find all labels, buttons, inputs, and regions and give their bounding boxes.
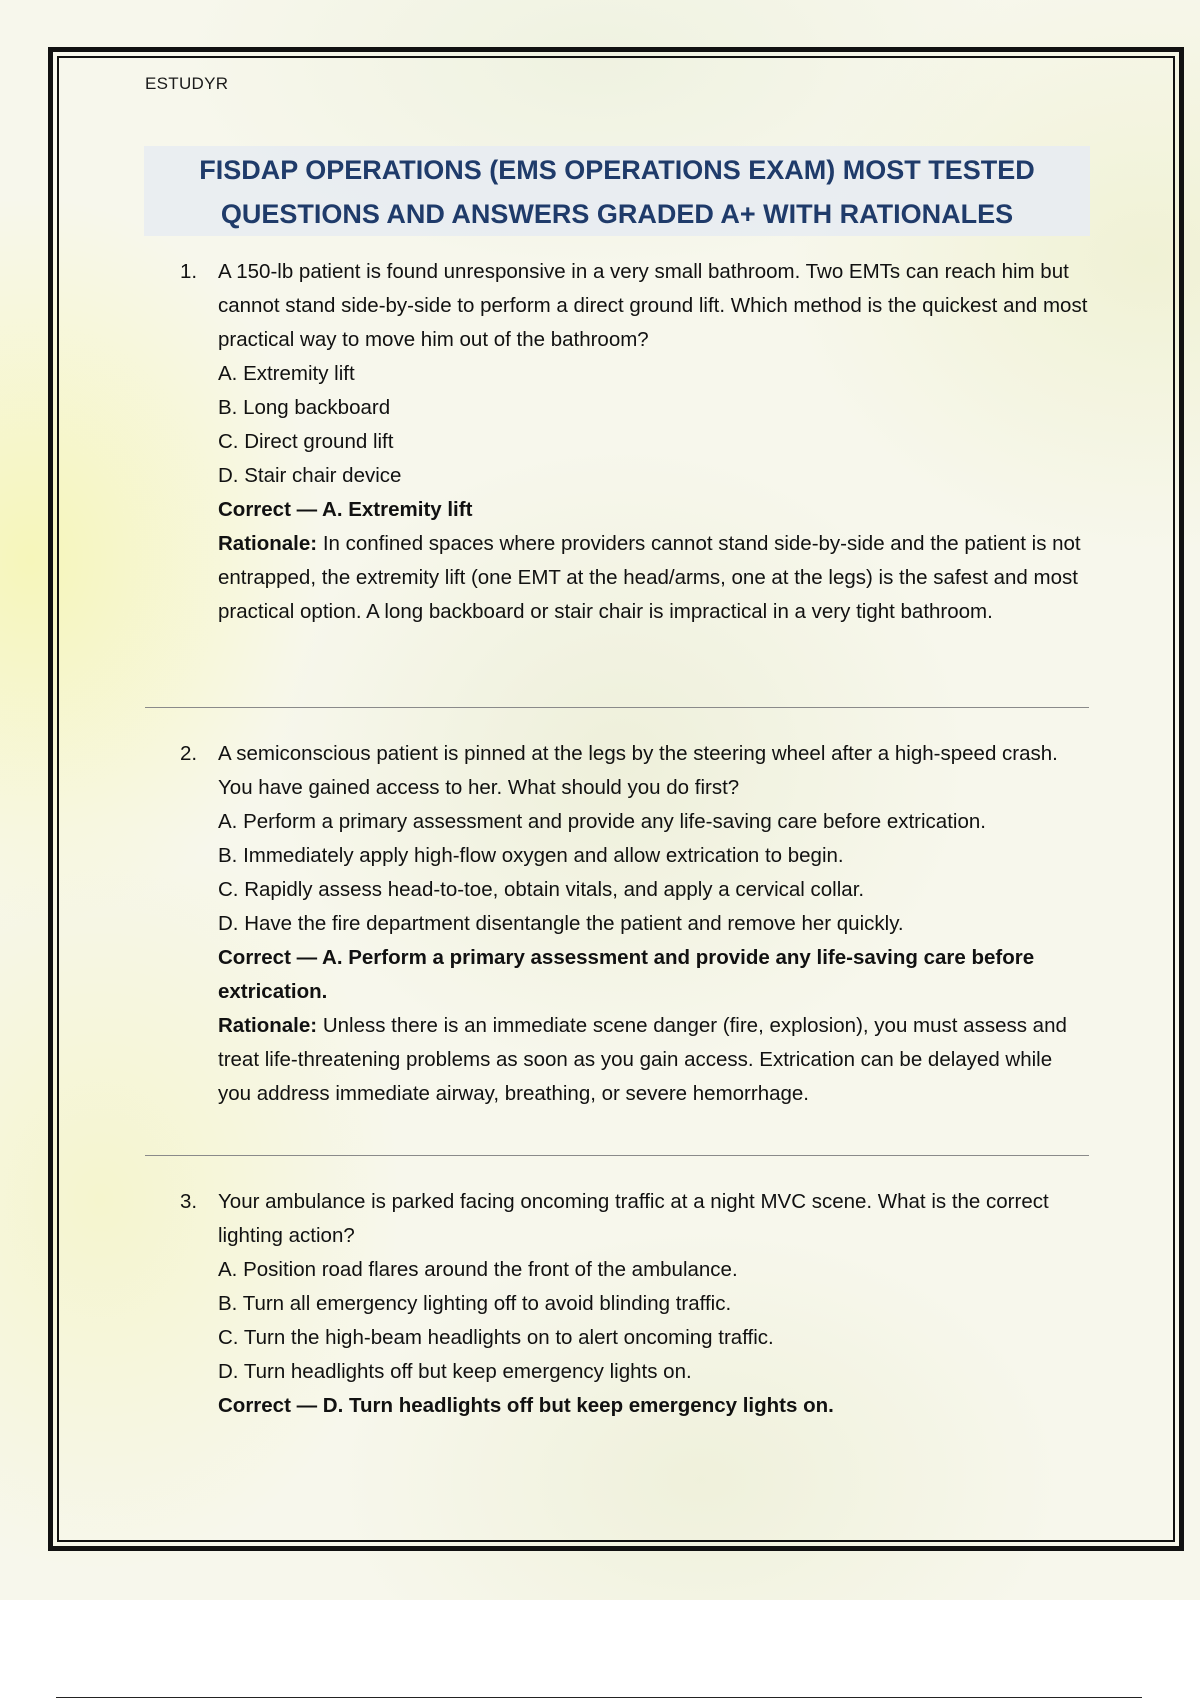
option-a: A. Extremity lift bbox=[218, 362, 355, 385]
question-stem bbox=[180, 1185, 1090, 1253]
option-b: B. Immediately apply high-flow oxygen and allow extrication to begin. bbox=[218, 844, 844, 867]
option-b: B. Turn all emergency lighting off to avoid blinding traffic. bbox=[218, 1292, 732, 1315]
question-2 bbox=[180, 737, 1090, 1111]
answer-options bbox=[180, 357, 1090, 493]
option-b: B. Long backboard bbox=[218, 396, 391, 419]
option-a: A. Position road flares around the front of the ambulance. bbox=[218, 1258, 738, 1281]
question-divider bbox=[145, 707, 1089, 708]
question-text: Your ambulance is parked facing oncoming traffic at a night MVC scene. What is the correct lighting action? bbox=[218, 1190, 1049, 1247]
footer-rule bbox=[56, 1697, 1142, 1698]
question-divider bbox=[145, 1155, 1089, 1156]
rationale bbox=[180, 1009, 1090, 1111]
question-number: 2. bbox=[180, 742, 198, 765]
option-a: A. Perform a primary assessment and provide any life-saving care before extrication. bbox=[218, 810, 986, 833]
answer-options bbox=[180, 805, 1090, 941]
option-c: C. Rapidly assess head-to-toe, obtain vitals, and apply a cervical collar. bbox=[218, 878, 865, 901]
rationale bbox=[180, 527, 1090, 629]
question-stem bbox=[180, 737, 1090, 805]
question-text: A semiconscious patient is pinned at the legs by the steering wheel after a high-speed crash. You have gained access to her. What should you do first? bbox=[218, 742, 1058, 799]
rationale-text: Unless there is an immediate scene danger (fire, explosion), you must assess and treat life-threatening problems as soon as you gain access. Extrication can be delayed while you address immediate airway, breathing, or severe hemorrhage. bbox=[218, 1014, 1067, 1105]
document-title bbox=[144, 146, 1090, 236]
question-number: 1. bbox=[180, 260, 198, 283]
rationale-label: Rationale: bbox=[218, 532, 318, 555]
brand-label: ESTUDYR bbox=[145, 74, 229, 93]
question-1 bbox=[180, 255, 1090, 629]
page-bottom-margin bbox=[0, 1600, 1200, 1700]
correct-answer: Correct — D. Turn headlights off but keep emergency lights on. bbox=[218, 1394, 834, 1417]
title-line-1: FISDAP OPERATIONS (EMS OPERATIONS EXAM) MOST TESTED bbox=[199, 155, 1035, 185]
question-stem bbox=[180, 255, 1090, 357]
rationale-label: Rationale: bbox=[218, 1014, 318, 1037]
option-d: D. Have the fire department disentangle the patient and remove her quickly. bbox=[218, 912, 904, 935]
title-line-2: QUESTIONS AND ANSWERS GRADED A+ WITH RATIONALES bbox=[220, 199, 1014, 229]
question-text: A 150-lb patient is found unresponsive in a very small bathroom. Two EMTs can reach him but cannot stand side-by-side to perform a direct ground lift. Which method is the quickest and most practical way to move him out of the bathroom? bbox=[218, 260, 1088, 351]
option-d: D. Turn headlights off but keep emergency lights on. bbox=[218, 1360, 692, 1383]
option-d: D. Stair chair device bbox=[218, 464, 402, 487]
correct-answer: Correct — A. Extremity lift bbox=[218, 498, 473, 521]
option-c: C. Direct ground lift bbox=[218, 430, 394, 453]
question-number: 3. bbox=[180, 1190, 198, 1213]
rationale-text: In confined spaces where providers cannot stand side-by-side and the patient is not entrapped, the extremity lift (one EMT at the head/arms, one at the legs) is the safest and most practical option. A long backboard or stair chair is impractical in a very tight bathroom. bbox=[218, 532, 1081, 623]
question-3 bbox=[180, 1185, 1090, 1423]
correct-answer: Correct — A. Perform a primary assessment and provide any life-saving care before extrication. bbox=[218, 946, 1035, 1003]
option-c: C. Turn the high-beam headlights on to alert oncoming traffic. bbox=[218, 1326, 774, 1349]
answer-options bbox=[180, 1253, 1090, 1389]
